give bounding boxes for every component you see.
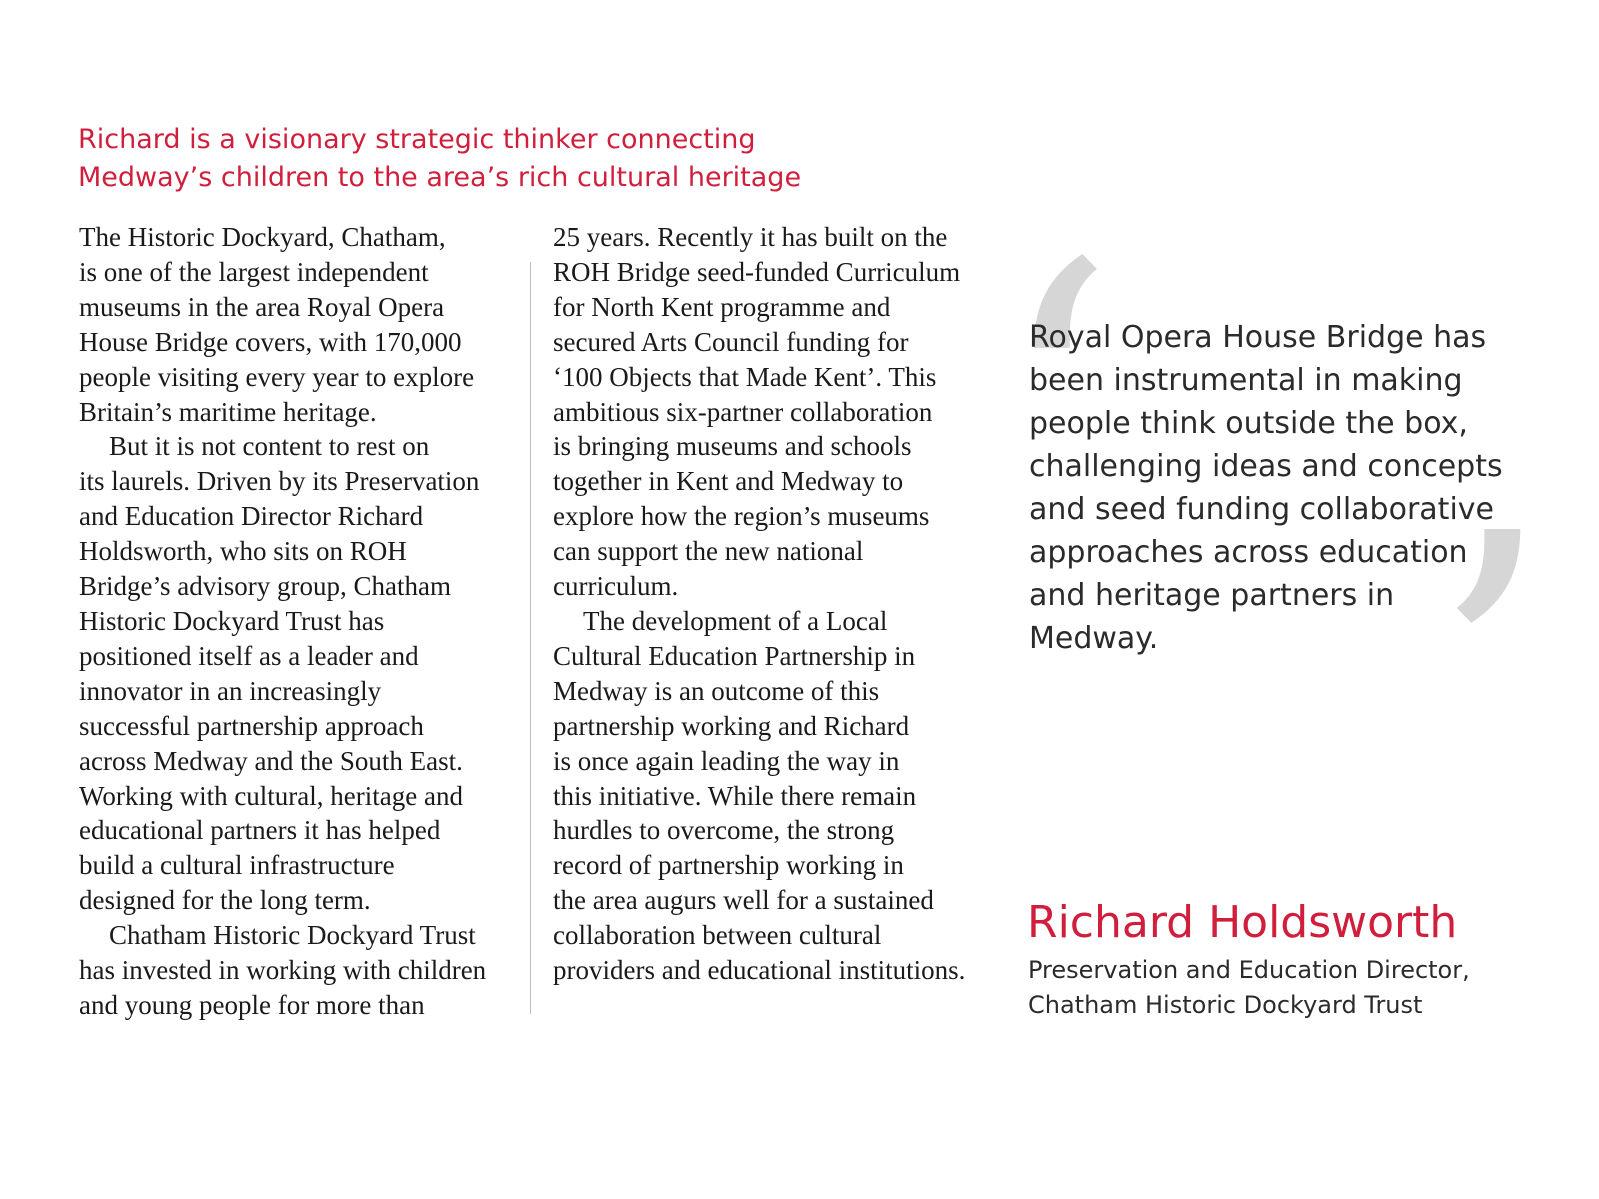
article-line: museums in the area Royal Opera — [79, 291, 445, 322]
column-divider — [530, 262, 531, 1014]
article-line: Working with cultural, heritage and — [79, 780, 463, 811]
pull-quote-line: approaches across education — [1029, 535, 1468, 570]
pull-quote-line: challenging ideas and concepts — [1029, 449, 1503, 484]
open-quote-icon: ‘ — [995, 183, 1116, 626]
article-line: is one of the largest independent — [79, 256, 429, 287]
article-line: ambitious six-partner collaboration — [553, 396, 933, 427]
article-line: people visiting every year to explore — [79, 361, 475, 392]
article-line: curriculum. — [553, 571, 679, 602]
article-line: designed for the long term. — [79, 885, 371, 916]
article-line: record of partnership working in — [553, 850, 904, 881]
article-line: is bringing museums and schools — [553, 431, 912, 462]
article-line: hurdles to overcome, the strong — [553, 815, 895, 846]
article-line: explore how the region’s museums — [553, 501, 930, 532]
headline-line: Richard is a visionary strategic thinker connecting — [78, 124, 756, 155]
article-line: together in Kent and Medway to — [553, 466, 904, 497]
pull-quote-line: been instrumental in making — [1029, 363, 1463, 398]
article-column-2 — [553, 220, 993, 988]
article-line: Britain’s maritime heritage. — [79, 396, 377, 427]
article-line: ‘100 Objects that Made Kent’. This — [553, 361, 937, 392]
article-line: educational partners it has helped — [79, 815, 441, 846]
attribution-name: Richard Holdsworth — [1027, 897, 1458, 948]
article-line: build a cultural infrastructure — [79, 850, 395, 881]
article-column-1 — [79, 220, 519, 1023]
article-line: this initiative. While there remain — [553, 780, 917, 811]
article-line: positioned itself as a leader and — [79, 640, 419, 671]
article-line: Cultural Education Partnership in — [553, 640, 916, 671]
attribution-role — [1028, 953, 1470, 1023]
headline — [78, 121, 978, 197]
article-line: its laurels. Driven by its Preservation — [79, 466, 480, 497]
article-line: across Medway and the South East. — [79, 745, 463, 776]
article-line: partnership working and Richard — [553, 710, 910, 741]
article-line: successful partnership approach — [79, 710, 424, 741]
attribution-role-line: Chatham Historic Dockyard Trust — [1028, 991, 1423, 1019]
article-line: the area augurs well for a sustained — [553, 885, 934, 916]
article-line: 25 years. Recently it has built on the — [553, 222, 948, 252]
article-line: for North Kent programme and — [553, 291, 891, 322]
pull-quote — [1029, 316, 1589, 660]
article-line: has invested in working with children — [79, 955, 487, 986]
article-line: innovator in an increasingly — [79, 675, 382, 706]
pull-quote-line: and heritage partners in — [1029, 578, 1395, 613]
article-line: Holdsworth, who sits on ROH — [79, 536, 407, 567]
article-line: Bridge’s advisory group, Chatham — [79, 571, 451, 602]
article-line: providers and educational institutions. — [553, 955, 966, 986]
pull-quote-line: Medway. — [1029, 621, 1159, 656]
article-line: The Historic Dockyard, Chatham, — [79, 222, 446, 252]
attribution-role-line: Preservation and Education Director, — [1028, 956, 1470, 984]
article-line: can support the new national — [553, 536, 864, 567]
article-line: and young people for more than — [79, 989, 425, 1020]
article-line: Medway is an outcome of this — [553, 675, 880, 706]
article-line: ROH Bridge seed-funded Curriculum — [553, 256, 961, 287]
article-line: Chatham Historic Dockyard Trust — [109, 920, 476, 951]
article-line: The development of a Local — [583, 605, 888, 636]
pull-quote-line: people think outside the box, — [1029, 406, 1468, 441]
pull-quote-line: Royal Opera House Bridge has — [1029, 320, 1487, 355]
article-line: But it is not content to rest on — [109, 431, 430, 462]
article-line: collaboration between cultural — [553, 920, 882, 951]
headline-line: Medway’s children to the area’s rich cultural heritage — [78, 162, 802, 193]
pull-quote-line: and seed funding collaborative — [1029, 492, 1494, 527]
article-line: is once again leading the way in — [553, 745, 900, 776]
article-line: secured Arts Council funding for — [553, 326, 909, 357]
article-line: and Education Director Richard — [79, 501, 424, 532]
close-quote-icon: ’ — [1430, 453, 1551, 896]
article-line: Historic Dockyard Trust has — [79, 605, 385, 636]
article-line: House Bridge covers, with 170,000 — [79, 326, 462, 357]
